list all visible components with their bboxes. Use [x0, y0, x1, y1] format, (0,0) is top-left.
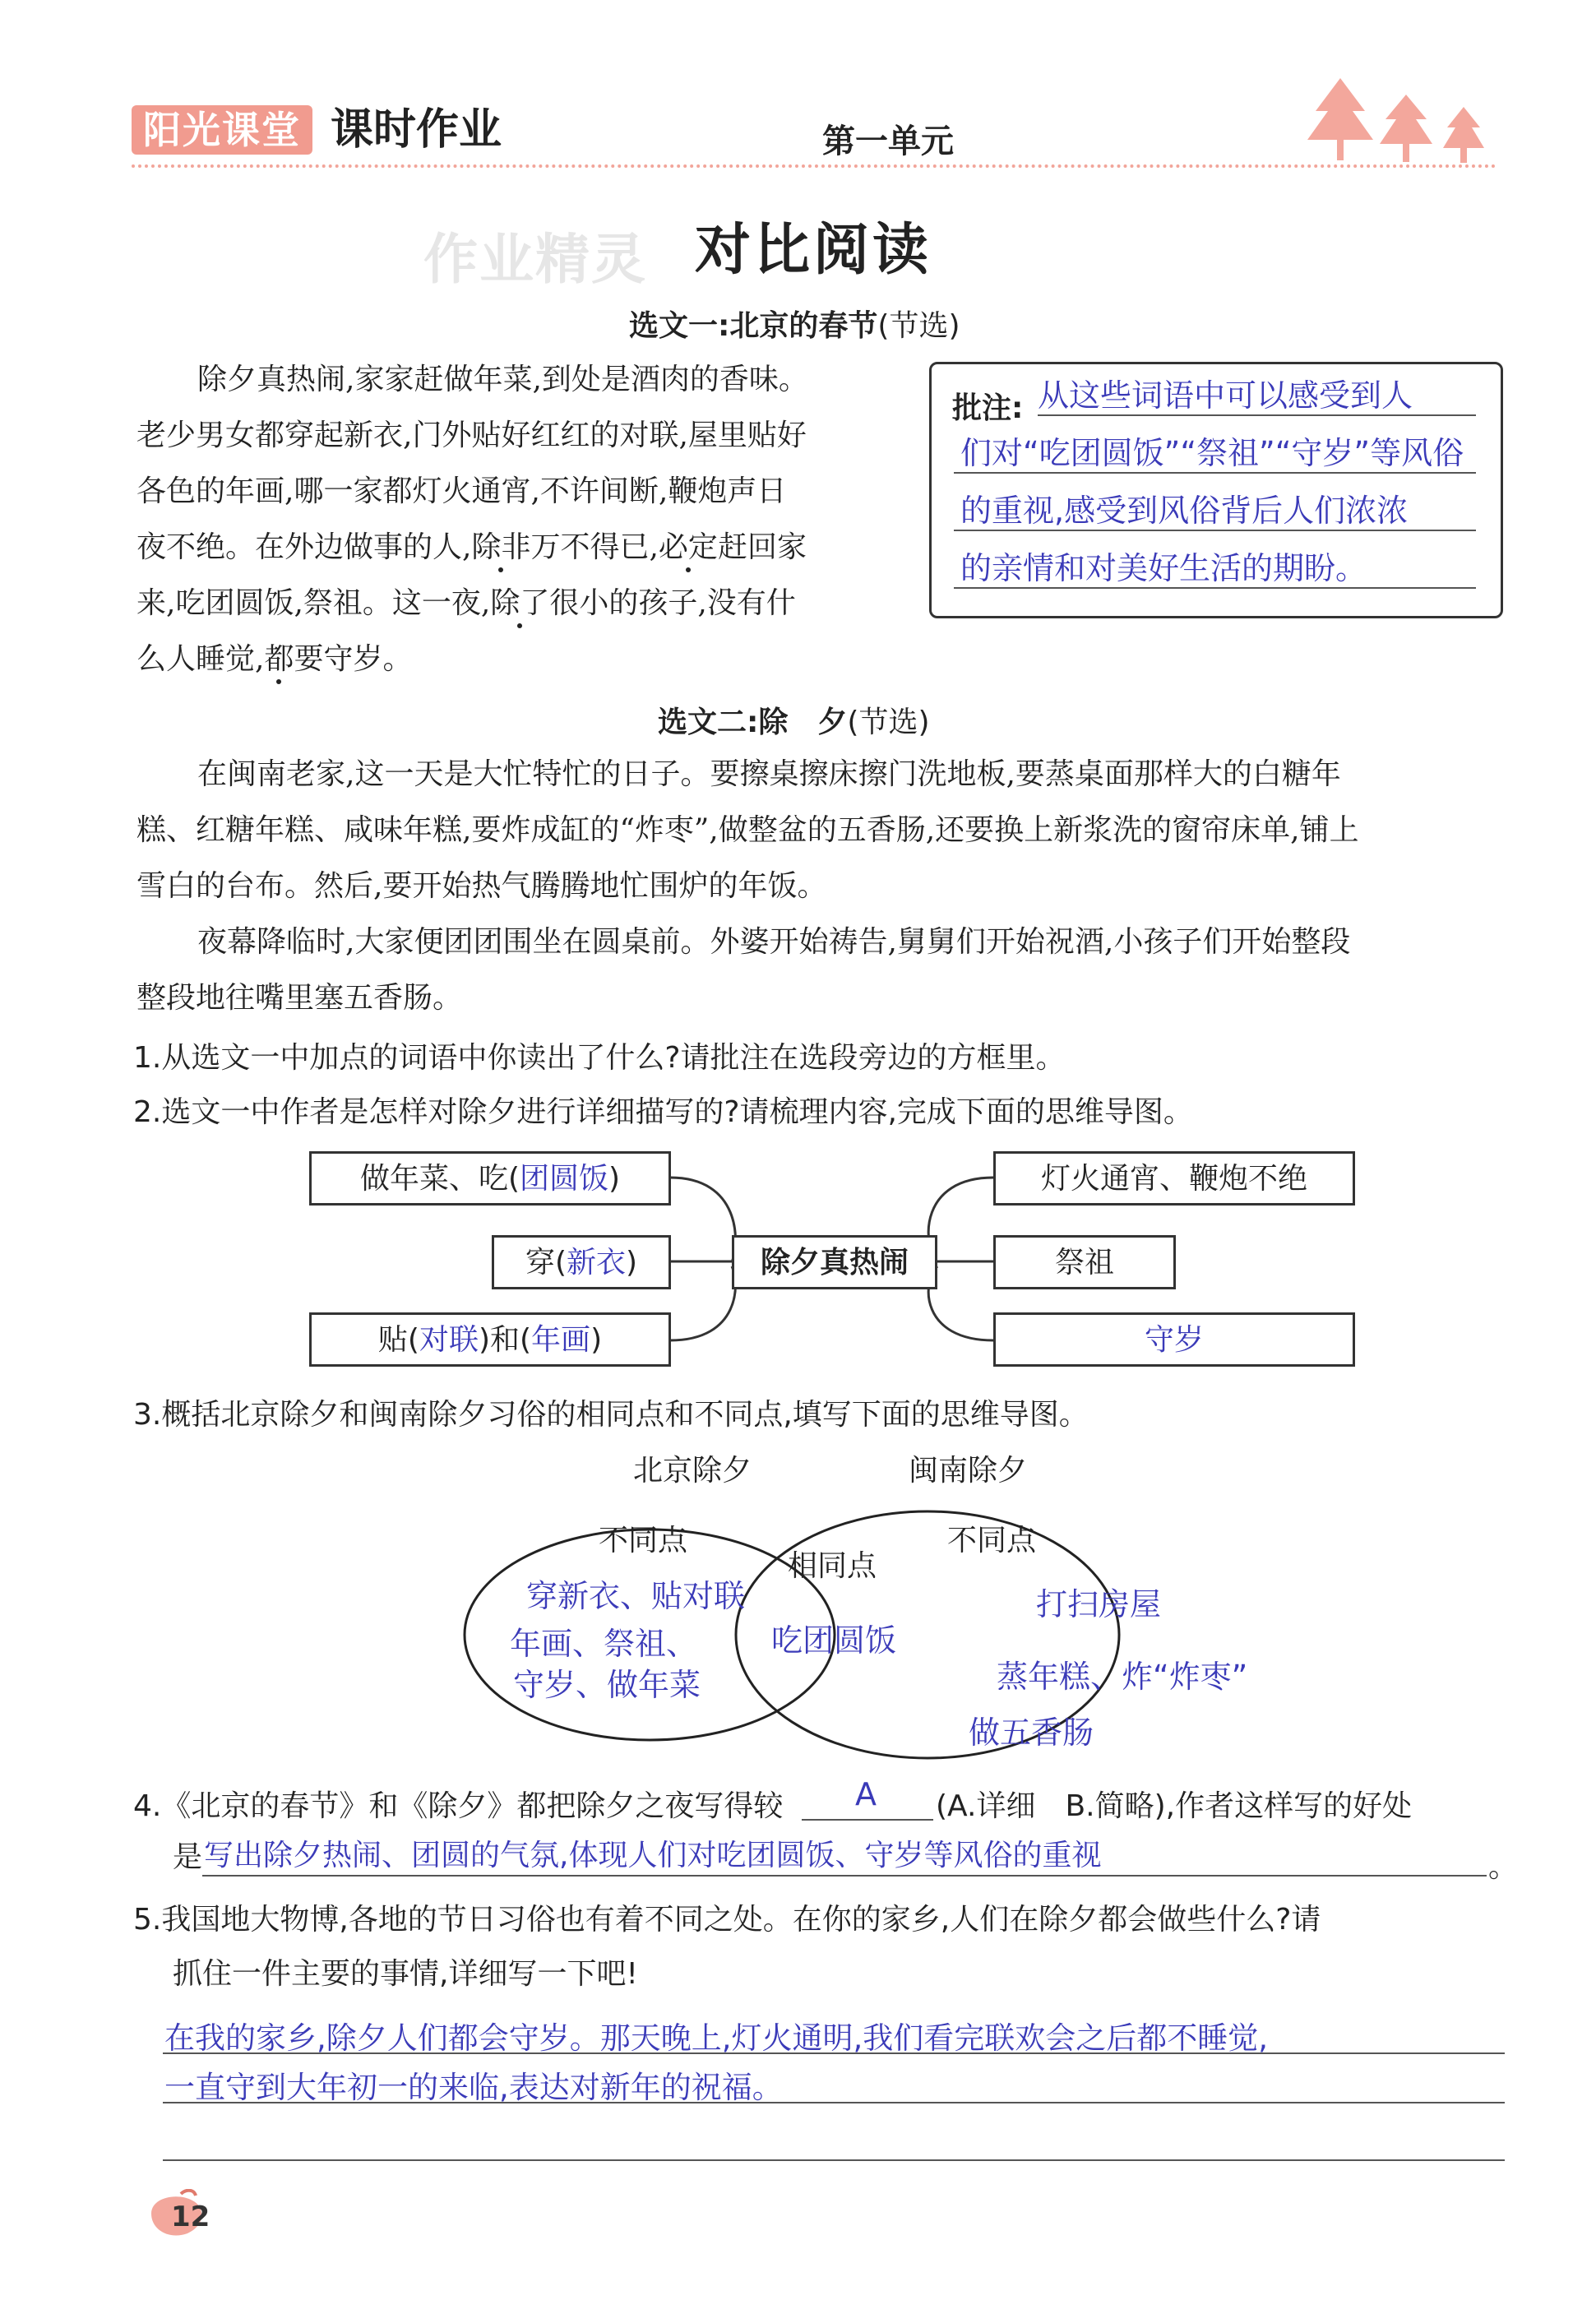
page-number: 12 [171, 2201, 210, 2233]
excerpt2-line: 雪白的台布。然后,要开始热气腾腾地忙围炉的年饭。 [136, 869, 827, 903]
mindmap-center: 除夕真热闹 [732, 1235, 937, 1289]
venn-mid-label: 相同点 [788, 1549, 877, 1583]
excerpt1-line: 老少男女都穿起新衣,门外贴好红红的对联,屋里贴好 [136, 419, 807, 452]
mindmap-branch-3: 贴(对联)和(年画) [309, 1312, 671, 1367]
emphasized-word: 都 [264, 642, 294, 676]
question-4: 4.《北京的春节》和《除夕》都把除夕之夜写得较 [133, 1789, 784, 1823]
mindmap-right-2: 祭祖 [993, 1235, 1176, 1289]
excerpt1-line: 来,吃团圆饭,祭祖。这一夜,除了很小的孩子,没有什 [136, 586, 796, 620]
emphasized-word: 必定 [658, 530, 718, 564]
emphasized-word: 除非 [471, 530, 531, 564]
answer-line [163, 2052, 1505, 2054]
venn-right-title: 闽南除夕 [909, 1454, 1028, 1488]
venn-left-title: 北京除夕 [633, 1454, 752, 1488]
answer-line [202, 1875, 1487, 1877]
venn-left-answer[interactable]: 守岁、做年菜 [513, 1667, 701, 1703]
venn-left-label: 不同点 [599, 1524, 688, 1557]
question-3: 3.概括北京除夕和闽南除夕习俗的相同点和不同点,填写下面的思维导图。 [133, 1398, 1089, 1432]
answer-line [163, 2102, 1505, 2103]
venn-right-answer[interactable]: 做五香肠 [969, 1715, 1094, 1751]
question-1: 1.从选文一中加点的词语中你读出了什么?请批注在选段旁边的方框里。 [133, 1041, 1066, 1075]
excerpt2-line: 糕、红糖年糕、咸味年糕,要炸成缸的“炸枣”,做整盆的五香肠,还要换上新浆洗的窗帘床单,铺上 [136, 813, 1359, 847]
q4-answer-choice[interactable]: A [855, 1776, 877, 1812]
excerpt1-heading: 选文一:北京的春节(节选) [629, 309, 960, 343]
excerpt1-line: 么人睡觉,都要守岁。 [136, 642, 413, 676]
annotation-line[interactable]: 从这些词语中可以感受到人 [1038, 377, 1413, 414]
excerpt1-line: 各色的年画,哪一家都灯火通宵,不许间断,鞭炮声日 [136, 474, 787, 508]
question-4-cont: (A.详细 B.简略),作者这样写的好处 [936, 1789, 1413, 1823]
answer-line [163, 2159, 1505, 2161]
venn-left-answer[interactable]: 穿新衣、贴对联 [526, 1578, 746, 1614]
answer-text[interactable]: 守岁 [1144, 1323, 1204, 1357]
mindmap-branch-1: 做年菜、吃(团圆饭) [309, 1151, 671, 1206]
excerpt1-line: 夜不绝。在外边做事的人,除非万不得已,必定赶回家 [136, 530, 807, 564]
answer-text[interactable]: 年画 [531, 1323, 591, 1357]
annotation-line[interactable]: 的亲情和对美好生活的期盼。 [960, 550, 1367, 586]
annotation-label: 批注: [952, 391, 1024, 425]
q5-answer-line[interactable]: 在我的家乡,除夕人们都会守岁。那天晚上,灯火通明,我们看完联欢会之后都不睡觉, [164, 2020, 1269, 2056]
answer-text[interactable]: 对联 [419, 1323, 479, 1357]
excerpt2-line: 夜幕降临时,大家便团团围坐在圆桌前。外婆开始祷告,舅舅们开始祝酒,小孩子们开始整段 [197, 925, 1351, 959]
excerpt1-line: 除夕真热闹,家家赶做年菜,到处是酒肉的香味。 [197, 363, 808, 396]
excerpt2-heading: 选文二:除 夕(节选) [658, 706, 930, 739]
series-title: 课时作业 [331, 105, 502, 155]
question-4-is: 是 [173, 1840, 203, 1874]
question-4-end: 。 [1488, 1850, 1519, 1884]
page-title: 对比阅读 [695, 218, 932, 283]
question-2: 2.选文一中作者是怎样对除夕进行详细描写的?请梳理内容,完成下面的思维导图。 [133, 1095, 1193, 1129]
venn-right-label: 不同点 [947, 1524, 1037, 1557]
watermark: 作业精灵 [423, 228, 647, 291]
question-5-cont: 抓住一件主要的事情,详细写一下吧! [173, 1957, 638, 1991]
venn-left-answer[interactable]: 年画、祭祖、 [510, 1626, 698, 1662]
excerpt2-line: 在闽南老家,这一天是大忙特忙的日子。要擦桌擦床擦门洗地板,要蒸桌面那样大的白糖年 [197, 757, 1341, 791]
brand-badge: 阳光课堂 [132, 105, 312, 155]
q5-answer-line[interactable]: 一直守到大年初一的来临,表达对新年的祝福。 [164, 2070, 783, 2105]
mindmap-branch-2: 穿(新衣) [492, 1235, 671, 1289]
answer-text[interactable]: 团圆饭 [519, 1162, 608, 1196]
answer-text[interactable]: 新衣 [566, 1246, 626, 1280]
venn-mid-answer[interactable]: 吃团圆饭 [771, 1622, 897, 1659]
q4-answer-text[interactable]: 写出除夕热闹、团圆的气氛,体现人们对吃团圆饭、守岁等风俗的重视 [204, 1839, 1102, 1872]
unit-label: 第一单元 [822, 123, 954, 160]
emphasized-word: 除了 [490, 586, 550, 620]
question-5: 5.我国地大物博,各地的节日习俗也有着不同之处。在你的家乡,人们在除夕都会做些什么?请 [133, 1903, 1321, 1937]
annotation-line[interactable]: 的重视,感受到风俗背后人们浓浓 [960, 493, 1409, 529]
mindmap-right-1: 灯火通宵、鞭炮不绝 [993, 1151, 1355, 1206]
excerpt2-line: 整段地往嘴里塞五香肠。 [136, 981, 463, 1015]
answer-line [802, 1819, 933, 1821]
annotation-line[interactable]: 们对“吃团圆饭”“祭祖”“守岁”等风俗 [960, 435, 1464, 471]
venn-right-answer[interactable]: 蒸年糕、炸“炸枣” [997, 1659, 1248, 1695]
venn-right-answer[interactable]: 打扫房屋 [1036, 1586, 1162, 1622]
